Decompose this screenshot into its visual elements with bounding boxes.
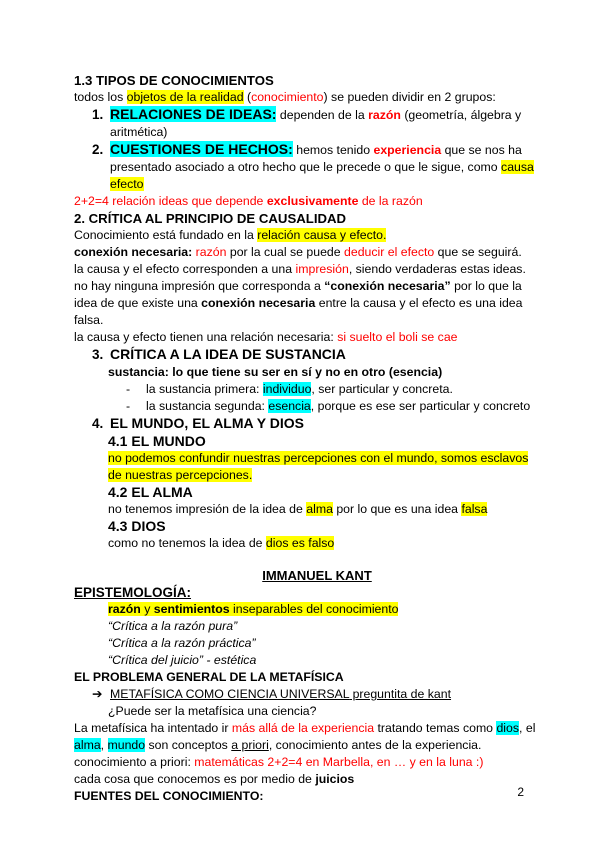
- metafisica-line: [74, 686, 560, 703]
- highlight: falsa: [461, 502, 488, 516]
- alma-line: [74, 501, 560, 518]
- bold-text: “conexión necesaria”: [324, 279, 451, 293]
- kant-paragraph-1: [74, 720, 560, 737]
- causal-line-7: [74, 329, 560, 346]
- highlight: esencia: [268, 399, 311, 413]
- epistemologia-heading: EPISTEMOLOGÍA:: [74, 585, 192, 600]
- highlight: no podemos confundir nuestras percepciones con el mundo, somos esclavos: [108, 451, 529, 465]
- red-bold-text: experiencia: [373, 143, 442, 157]
- highlight: dios: [496, 721, 520, 735]
- highlight: mundo: [107, 738, 146, 752]
- sustancia-definition: sustancia: lo que tiene su ser en sí y no en otro (esencia): [108, 365, 443, 379]
- highlight: inseparables del conocimiento: [229, 602, 399, 616]
- highlight: objetos de la realidad: [126, 90, 244, 104]
- problema-heading: EL PROBLEMA GENERAL DE LA METAFÍSICA: [74, 670, 344, 684]
- highlight: individuo: [262, 382, 312, 396]
- red-bold-text: razón: [368, 108, 401, 122]
- subsection-mundo: 4.1 EL MUNDO: [108, 433, 206, 449]
- causal-line-4: [74, 278, 560, 295]
- text: ) se pueden dividir en 2 grupos:: [323, 90, 496, 104]
- kant-paragraph-4: [74, 771, 560, 788]
- page-number: 2: [517, 785, 524, 799]
- intro-line: [74, 89, 560, 106]
- section-title: CRÍTICA A LA IDEA DE SUSTANCIA: [110, 346, 346, 362]
- bullet-dash: -: [126, 382, 131, 396]
- section-title-mundo-alma-dios: [74, 415, 560, 433]
- red-text: razón: [195, 245, 227, 259]
- underlined-text: a priori: [231, 738, 269, 752]
- text: presentado asociado a otro hecho que le precede o que le sigue, como: [110, 160, 502, 174]
- text: por lo que la: [450, 279, 522, 293]
- highlight: y: [140, 602, 154, 616]
- list-number: 2.: [92, 142, 104, 157]
- text: no hay ninguna impresión que corresponda a: [74, 279, 325, 293]
- text: , ser particular y concreta.: [311, 382, 453, 396]
- section-title-tipos: 1.3 TIPOS DE CONOCIMIENTOS: [74, 73, 274, 88]
- subsection-alma: 4.2 EL ALMA: [108, 484, 193, 500]
- text: la sustancia primera:: [146, 382, 263, 396]
- highlight: efecto: [110, 177, 144, 191]
- work-title: “Crítica a la razón práctica”: [108, 636, 256, 650]
- red-text: si suelto el boli se cae: [337, 330, 458, 344]
- text: , conocimiento antes de la experiencia.: [268, 738, 482, 752]
- text: por lo que es una idea: [332, 502, 462, 516]
- text: que se nos ha: [441, 143, 522, 157]
- red-text: deducir el efecto: [344, 245, 435, 259]
- text: conocimiento a priori:: [74, 755, 195, 769]
- highlight: relación causa y efecto.: [257, 228, 387, 242]
- text: :: [188, 245, 196, 259]
- text: , siendo verdaderas estas ideas.: [348, 262, 526, 276]
- causal-line-6: falsa.: [74, 313, 104, 327]
- example-line: [74, 193, 560, 210]
- text: son conceptos: [145, 738, 232, 752]
- text: Conocimiento está fundado en la: [74, 228, 258, 242]
- text: la causa y el efecto corresponden a una: [74, 262, 296, 276]
- arrow-icon: ➔: [92, 687, 103, 701]
- bold-text: conexión necesaria: [74, 245, 189, 259]
- list-item-cuestiones-cont2: [74, 176, 560, 193]
- text: la causa y efecto tienen una relación necesaria:: [74, 330, 338, 344]
- list-number: 3.: [92, 347, 104, 362]
- bullet-sustancia-segunda: [74, 398, 560, 415]
- list-item-cuestiones: [74, 141, 560, 159]
- kant-paragraph-3: [74, 754, 560, 771]
- dios-line: [74, 535, 560, 552]
- text: no tenemos impresión de la idea de: [108, 502, 307, 516]
- text: que se seguirá.: [434, 245, 522, 259]
- bold-text: juicios: [315, 772, 355, 786]
- highlight: de nuestras percepciones.: [108, 468, 253, 482]
- text: 2+2=4 relación ideas que depende: [74, 194, 267, 208]
- text: , el: [519, 721, 536, 735]
- subsection-dios: 4.3 DIOS: [108, 518, 166, 534]
- red-text: conocimiento: [251, 90, 324, 104]
- section-title-sustancia: [74, 346, 560, 364]
- bold-text: conexión necesaria: [201, 296, 316, 310]
- causal-line-2: [74, 244, 560, 261]
- causal-line-5: [74, 295, 560, 312]
- highlight: alma: [74, 738, 101, 752]
- list-item-relaciones: [74, 106, 560, 124]
- list-item-relaciones-cont: aritmética): [110, 125, 168, 139]
- text: , porque es ese ser particular y concreto: [310, 399, 531, 413]
- red-text: matemáticas 2+2=4 en Marbella, en … y en la luna :): [194, 755, 484, 769]
- item-label: CUESTIONES DE HECHOS:: [110, 141, 293, 157]
- list-number: 4.: [92, 416, 104, 431]
- text: idea de que existe una: [74, 296, 202, 310]
- text: ,: [100, 738, 108, 752]
- text: (: [243, 90, 252, 104]
- highlight: alma: [306, 502, 333, 516]
- red-text: impresión: [295, 262, 349, 276]
- mundo-line-1: [74, 450, 560, 467]
- text: de la razón: [358, 194, 423, 208]
- highlight: causa: [501, 160, 534, 174]
- highlight-bold: razón: [108, 602, 141, 616]
- epist-line-1: [74, 601, 560, 618]
- text: dependen de la: [276, 108, 369, 122]
- kant-paragraph-2: [74, 737, 560, 754]
- text: hemos tenido: [292, 143, 374, 157]
- text: como no tenemos la idea de: [108, 536, 266, 550]
- text: La metafísica ha intentado ir: [74, 721, 232, 735]
- question-line: ¿Puede ser la metafísica una ciencia?: [108, 704, 317, 718]
- fuentes-heading: FUENTES DEL CONOCIMIENTO:: [74, 789, 264, 803]
- underlined-text: METAFÍSICA COMO CIENCIA UNIVERSAL: [110, 687, 350, 701]
- work-title: “Crítica a la razón pura”: [108, 619, 238, 633]
- text: (geometría, álgebra y: [400, 108, 522, 122]
- text: todos los: [74, 90, 127, 104]
- section-title-causalidad: 2. CRÍTICA AL PRINCIPIO DE CAUSALIDAD: [74, 211, 347, 226]
- bold-text: exclusivamente: [266, 194, 359, 208]
- bullet-sustancia-primera: [74, 381, 560, 398]
- mundo-line-2: [74, 467, 560, 484]
- work-title: “Crítica del juicio” - estética: [108, 653, 257, 667]
- kant-title: IMMANUEL KANT: [262, 568, 372, 583]
- causal-line-3: [74, 261, 560, 278]
- text: la sustancia segunda:: [146, 399, 269, 413]
- red-text: más allá de la experiencia: [231, 721, 375, 735]
- item-label: RELACIONES DE IDEAS:: [110, 106, 277, 122]
- list-item-cuestiones-cont: [74, 159, 560, 176]
- text: cada cosa que conocemos es por medio de: [74, 772, 316, 786]
- text: entre la causa y el efecto es una idea: [315, 296, 523, 310]
- highlight: dios es falso: [265, 536, 335, 550]
- underlined-text: preguntita de kant: [349, 687, 452, 701]
- causal-line-1: [74, 227, 560, 244]
- bullet-dash: -: [126, 399, 131, 413]
- text: por la cual se puede: [226, 245, 345, 259]
- list-number: 1.: [92, 107, 104, 122]
- section-title: EL MUNDO, EL ALMA Y DIOS: [110, 415, 304, 431]
- text: tratando temas como: [374, 721, 497, 735]
- highlight-bold: sentimientos: [153, 602, 230, 616]
